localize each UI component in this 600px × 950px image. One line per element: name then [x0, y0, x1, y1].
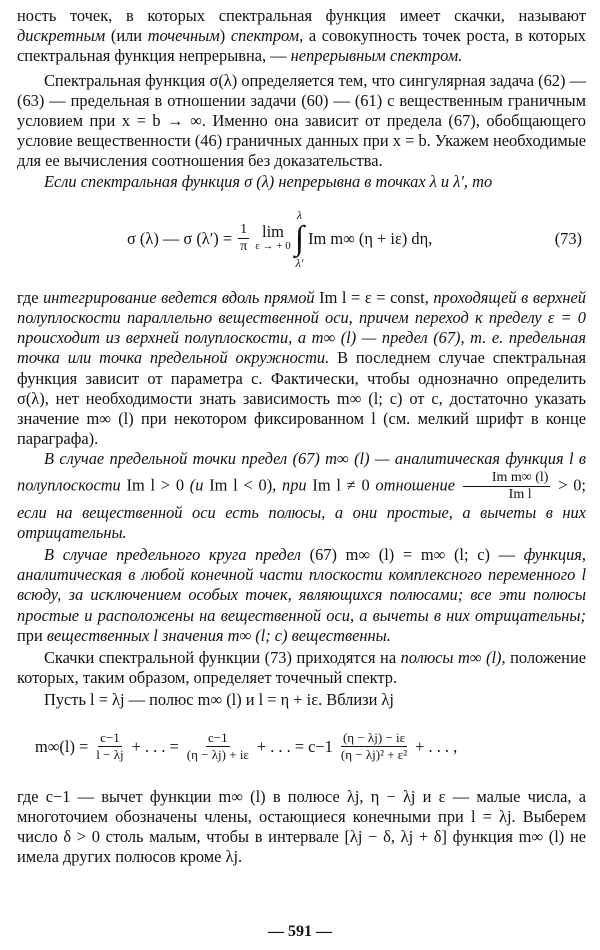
italic-run: В случае предельного круга предел [44, 545, 301, 565]
paragraph-limit-point-case [17, 449, 586, 543]
paragraph-spectral-jumps [17, 648, 586, 688]
italic-run: при [282, 474, 307, 494]
paragraph-spectrum-definition [17, 6, 586, 67]
text-run: , положение которых, таким образом, определяет точечный спектр. [17, 648, 586, 688]
paragraph-pole-setup: Пусть l = λj — полюс m∞ (l) и l = η + iε. Вблизи λj [44, 690, 394, 710]
term-continuous-spectrum: непрерывным спектром. [290, 46, 463, 66]
page-number: — 591 — [268, 923, 332, 940]
paragraph-integration-path [17, 288, 586, 450]
paragraph-limit-circle-case [17, 545, 586, 646]
text-run: ) [219, 26, 231, 46]
fraction-one-over-pi [238, 222, 249, 255]
italic-run: функция, аналитическая в любой конечной части плоскости комплексного переменного l всюду, за исключением особых точек, являющихся полюсами; все эти полюсы простые и расположены на вещественной оси, а вычеты в них отрицательны; [17, 545, 586, 625]
limit-label: lim [262, 221, 284, 241]
text-run: Im l < 0), [203, 474, 283, 494]
italic-run: полюсы m∞ (l) [400, 648, 502, 668]
fraction-numerator: c−1 [100, 730, 120, 746]
integrand: Im m∞ (η + iε) dη, [308, 228, 433, 248]
fraction-denominator: l − λj [96, 747, 124, 763]
fraction-denominator: π [240, 239, 248, 255]
text-run: > 0; [552, 474, 586, 494]
paragraph-spectral-function: Спектральная функция σ(λ) определяется тем, что сингулярная задача (62) — (63) — предельная в отношении задачи (60) — (61) с вещественным граничным условием при x = b → ∞. Именно она зависит от предела (67), обобщающего условие вещественности (46) граничных данных при x = b. Укажем необходимые для ее вычисления соотношения без доказательства. [17, 70, 586, 171]
text-run: , а совокупность точек роста, в которых спектральная функция непрерывна, — [17, 26, 586, 66]
formula-text: + . . . , [415, 736, 458, 756]
paragraph-continuity-condition: Если спектральная функция σ (λ) непрерывна в точках λ и λ′, то [44, 171, 493, 191]
italic-run: отношение [375, 474, 456, 494]
fraction-3 [339, 730, 409, 763]
integral-upper-limit: λ [296, 207, 303, 222]
term-point: точечным [147, 26, 220, 46]
formula-pole-expansion [17, 717, 586, 777]
limit-subscript: ε → + 0 [255, 239, 291, 252]
italic-run: (и [189, 474, 204, 494]
fraction-1 [94, 730, 125, 763]
formula-73-body [127, 208, 432, 270]
fraction-denominator: Im l [508, 486, 532, 502]
formula-text: + . . . = c−1 [256, 736, 333, 756]
fraction-numerator: 1 [240, 222, 248, 238]
text-run: при [17, 625, 47, 645]
text-run: ность точек, в которых спектральная функция имеет скачки, называют [17, 6, 586, 25]
paragraph-residue: где c−1 — вычет функции m∞ (l) в полюсе λj, η − λj и ε — малые числа, а многоточием обозначены члены, остающиеся конечными при l = λj. Выберем число δ > 0 столь малым, чтобы в интервале [λj − δ, λj + δ] функция m∞ (l) не имела других полюсов кроме λj. [17, 786, 586, 867]
integral-lower-limit: λ′ [295, 255, 304, 270]
italic-run: В случае предельной точки предел (67) m∞ (l) — аналитическая функция l в полуплоскости [17, 449, 586, 494]
formula-lhs: m∞(l) = [35, 736, 89, 756]
fraction-numerator: c−1 [208, 730, 228, 746]
formula-text: + . . . = [131, 736, 179, 756]
text-run: Im l ≠ 0 [306, 474, 376, 494]
integral-sign [295, 208, 304, 270]
italic-run: проходящей в верхней полуплоскости параллельно вещественной оси, причем переход к пределу ε = 0 происходит из верхней полуплоскости, а m∞ (l) — предел (67), т. е. предельная точка или точка предельной окружности. [17, 287, 586, 368]
text-run: Im l > 0 [120, 474, 190, 494]
fraction-numerator: (η − λj) − iε [342, 730, 406, 746]
limit-operator [255, 221, 291, 253]
fraction-2 [185, 730, 251, 763]
text-run: Скачки спектральной функции (73) приходятся на [44, 648, 401, 668]
fraction-denominator: (η − λj)² + ε² [340, 747, 408, 763]
text-run: (или [105, 26, 148, 46]
integral-symbol: ∫ [294, 219, 305, 257]
equation-number: (73) [554, 228, 582, 248]
text-run: (67) m∞ (l) = m∞ (l; c) — [300, 545, 524, 565]
italic-run: интегрирование ведется вдоль прямой [43, 287, 315, 307]
text-run: где [17, 287, 44, 307]
italic-run: вещественных l значения m∞ (l; c) вещественны. [46, 625, 391, 645]
fraction-denominator: (η − λj) + iε [186, 747, 249, 763]
formula-73 [17, 196, 586, 282]
italic-run: если на вещественной оси есть полюсы, а они простые, а вычеты в них отрицательны. [17, 502, 586, 542]
fraction-numerator: Im m∞ (l) [463, 470, 551, 487]
term-discrete: дискретным [17, 26, 106, 46]
text-run: Im l = ε = const, [314, 287, 434, 307]
text-run: В последнем случае спектральная функция зависит от параметра c. Фактически, чтобы однозначно определить σ(λ), нет необходимости знать зависимость m∞ (l; c) от c, достаточно указать значение m∞ (l) при некотором фиксированном l (см. мелкий шрифт в конце параграфа). [17, 348, 587, 449]
formula-lhs: σ (λ) — σ (λ′) = [127, 228, 233, 248]
term-spectrum: спектром [230, 26, 300, 46]
fraction-im-ratio [463, 470, 551, 503]
